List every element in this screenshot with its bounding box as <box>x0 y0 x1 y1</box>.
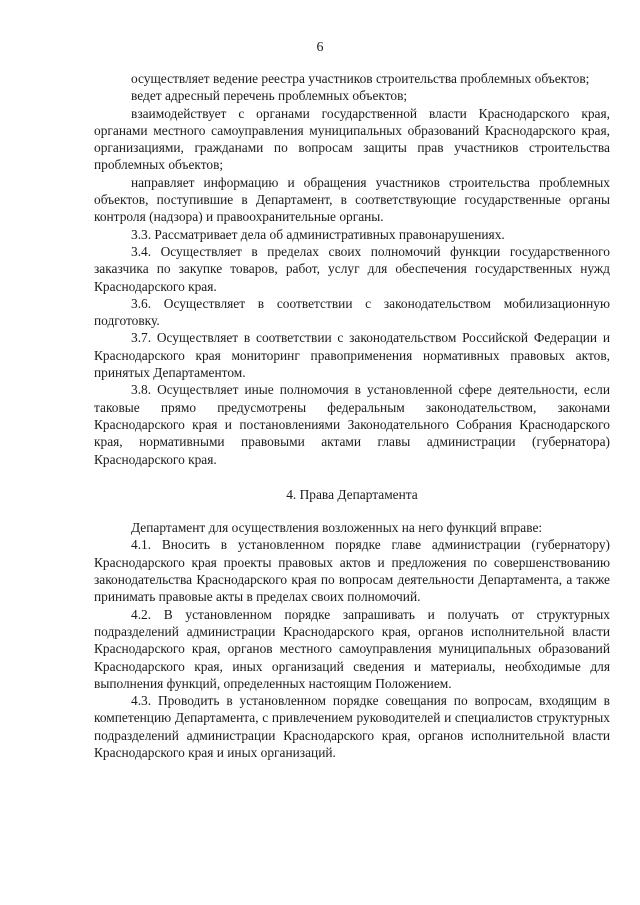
paragraph-3-3: 3.3. Рассматривает дела об административных правонарушениях. <box>131 226 505 242</box>
paragraph-4-3: 4.3. Проводить в установленном порядке совещания по вопросам, входящим в компетенцию Департамента, с привлечением руководителей и специалистов структурных подразделений администрации Краснодарского края, органов исполнительной власти Краснодарского края и иных организаций. <box>94 693 610 760</box>
section-heading: 4. Права Департамента <box>286 486 418 502</box>
paragraph-3-6: 3.6. Осуществляет в соответствии с законодательством мобилизационную подготовку. <box>94 295 610 329</box>
paragraph-3-7: 3.7. Осуществляет в соответствии с законодательством Российской Федерации и Краснодарского края мониторинг правоприменения нормативных правовых актов, принятых Департаментом. <box>94 330 610 381</box>
paragraph-sends-info: направляет информацию и обращения участников строительства проблемных объектов, поступившие в Департамент, в соответствующие государственные органы контроля (надзора) и правоохранительные органы. <box>94 174 610 225</box>
paragraph-registry: осуществляет ведение реестра участников строительства проблемных объектов; <box>131 71 590 86</box>
page-number: 6 <box>316 40 324 55</box>
document-body <box>94 70 610 761</box>
paragraph-3-4: 3.4. Осуществляет в пределах своих полномочий функции государственного заказчика по закупке товаров, работ, услуг для обеспечения государственных нужд Краснодарского края. <box>94 243 610 294</box>
paragraph-4-2: 4.2. В установленном порядке запрашивать и получать от структурных подразделений администрации Краснодарского края, органов исполнительной власти Краснодарского края, органов местного самоуправления муниципальных образований Краснодарского края, иных организаций сведения и материалы, необходимые для выполнения функций, определенных настоящим Положением. <box>94 606 610 691</box>
paragraph-3-8: 3.8. Осуществляет иные полномочия в установленной сфере деятельности, если таковые прямо предусмотрены федеральным законодательством, законами Краснодарского края и постановлениями Законодательного Собрания Краснодарского края, нормативными правовыми актами главы администрации (губернатора) Краснодарского края. <box>94 382 610 467</box>
paragraph-4-1: 4.1. Вносить в установленном порядке главе администрации (губернатору) Краснодарского края проекты правовых актов и предложения по совершенствованию законодательства Краснодарского края по вопросам деятельности Департамента, а также принимать правовые акты в пределах своих полномочий. <box>94 537 610 605</box>
paragraph-address-list: ведет адресный перечень проблемных объектов; <box>131 88 408 104</box>
paragraph-rights-intro: Департамент для осуществления возложенных на него функций вправе: <box>131 520 543 536</box>
paragraph-interaction: взаимодействует с органами государственной власти Краснодарского края, органами местного самоуправления муниципальных образований Краснодарского края, организациями, гражданами по вопросам защиты прав участников строительства проблемных объектов; <box>94 105 610 173</box>
